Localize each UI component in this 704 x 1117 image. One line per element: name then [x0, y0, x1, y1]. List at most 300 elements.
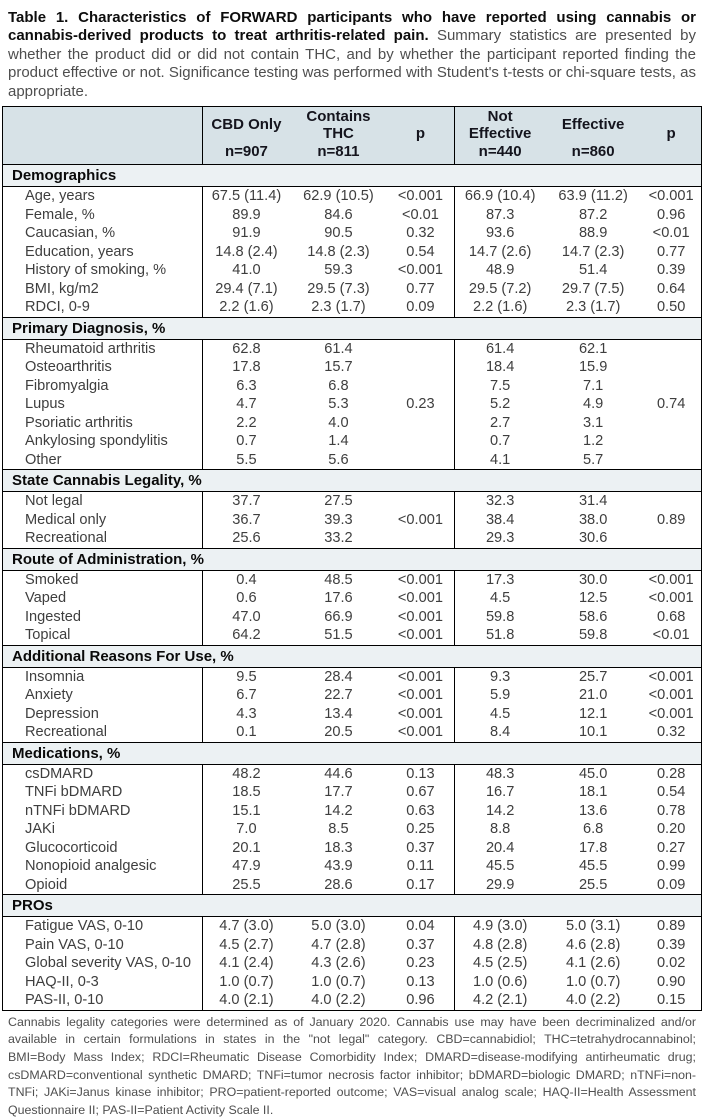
row-label: Depression [3, 705, 203, 724]
cell-value [387, 414, 455, 433]
table-row [3, 358, 702, 377]
row-label: Fatigue VAS, 0-10 [3, 917, 203, 936]
cell-value: 0.89 [656, 918, 686, 935]
table-row [3, 511, 702, 530]
table-row [3, 206, 702, 225]
row-label: Opioid [3, 876, 203, 895]
section-title: Primary Diagnosis, % [12, 319, 166, 337]
cell-value: 33.2 [324, 530, 353, 547]
section-header-row [3, 645, 702, 667]
cell-value: 5.0 (3.1) [565, 918, 621, 935]
table-row [3, 529, 702, 548]
cell-value: 62.8 [232, 340, 261, 357]
table-row [3, 626, 702, 645]
table-row [3, 705, 702, 724]
cell-value: 67.5 (11.4) [211, 188, 282, 205]
cell-value: 0.77 [387, 280, 455, 299]
row-label: Education, years [3, 243, 203, 262]
cell-value: 4.9 [583, 396, 604, 413]
row-label: Recreational [3, 529, 203, 548]
cell-value: 4.7 (3.0) [219, 918, 274, 935]
cell-value: 90.5 [324, 225, 353, 242]
cell-value: 39.3 [324, 511, 353, 528]
cell-value: 0.1 [236, 724, 257, 741]
cell-value: 3.1 [583, 414, 604, 431]
col-header-label: p [415, 124, 425, 142]
cell-value: 15.1 [232, 802, 261, 819]
cell-value: 25.6 [232, 530, 261, 547]
cell-value: 1.4 [328, 433, 349, 450]
col-header-n: n=860 [571, 143, 615, 161]
cell-value: 18.4 [485, 359, 515, 376]
cell-value: 37.7 [232, 493, 261, 510]
table-row [3, 876, 702, 895]
cell-value: 48.2 [232, 765, 261, 782]
cell-value: 0.11 [387, 857, 455, 876]
cell-value: 0.96 [656, 206, 686, 223]
cell-value: 51.5 [324, 627, 353, 644]
cell-value: 0.90 [656, 973, 686, 990]
cell-value: 9.5 [236, 668, 257, 685]
section-header-row [3, 548, 702, 570]
cell-value: 0.68 [656, 608, 686, 625]
cell-value: 8.5 [328, 821, 349, 838]
cell-value: 89.9 [232, 206, 261, 223]
row-label: Caucasian, % [3, 224, 203, 243]
cell-value: 2.2 (1.6) [219, 299, 274, 316]
cell-value: 6.8 [583, 821, 604, 838]
row-label: Female, % [3, 206, 203, 225]
row-label: Recreational [3, 723, 203, 742]
cell-value: 0.28 [656, 765, 686, 782]
table-body [3, 165, 702, 1011]
row-label: Psoriatic arthritis [3, 414, 203, 433]
cell-value: <0.001 [648, 687, 694, 704]
cell-value: 0.13 [387, 764, 455, 783]
row-label: TNFi bDMARD [3, 783, 203, 802]
cell-value: 27.5 [324, 493, 353, 510]
section-title: State Cannabis Legality, % [12, 472, 202, 490]
table-row [3, 451, 702, 470]
col-header-n [387, 161, 455, 164]
cell-value: 25.5 [578, 876, 608, 893]
table-row [3, 608, 702, 627]
cell-value: 87.3 [485, 206, 515, 223]
cell-value: 0.74 [656, 396, 686, 413]
table-row [3, 395, 702, 414]
cell-value: 38.4 [485, 511, 515, 528]
cell-value: 17.6 [324, 590, 353, 607]
cell-value: 7.5 [489, 377, 511, 394]
cell-value: 5.2 [489, 396, 511, 413]
cell-value: 4.1 (2.6) [565, 955, 621, 972]
cell-value: 8.4 [489, 724, 511, 741]
table-row [3, 802, 702, 821]
col-header-label: Not Effective [468, 107, 532, 142]
cell-value: 14.7 (2.3) [561, 243, 625, 260]
cell-value [641, 339, 701, 358]
row-label: Topical [3, 626, 203, 645]
row-label: Ingested [3, 608, 203, 627]
cell-value: 29.5 (7.2) [468, 280, 532, 297]
row-label: Not legal [3, 492, 203, 511]
cell-value: 16.7 [485, 784, 515, 801]
cell-value: 0.7 [236, 433, 257, 450]
section-title: Additional Reasons For Use, % [12, 647, 234, 665]
cell-value: 17.8 [232, 359, 261, 376]
cell-value: 20.1 [232, 839, 261, 856]
cell-value: <0.001 [387, 187, 455, 206]
cell-value: 25.5 [232, 876, 261, 893]
cell-value: 61.4 [324, 340, 353, 357]
cell-value: 17.8 [578, 839, 608, 856]
row-label: Other [3, 451, 203, 470]
cell-value [641, 492, 701, 511]
table-row [3, 492, 702, 511]
cell-value [641, 358, 701, 377]
cell-value: 4.5 [489, 705, 511, 722]
cell-value: 63.9 (11.2) [558, 188, 628, 205]
cell-value: 66.9 (10.4) [464, 188, 536, 205]
cell-value: 28.4 [324, 668, 353, 685]
table-row [3, 589, 702, 608]
cell-value: <0.001 [387, 261, 455, 280]
cell-value: 0.7 [489, 433, 511, 450]
cell-value: <0.001 [648, 590, 694, 607]
cell-value: 47.9 [232, 858, 261, 875]
cell-value: 32.3 [485, 493, 515, 510]
table-row [3, 298, 702, 317]
col-header-n: n=907 [224, 143, 268, 161]
col-header-label: p [666, 124, 676, 142]
table-row [3, 991, 702, 1010]
cell-value [387, 529, 455, 548]
cell-value: 47.0 [232, 608, 261, 625]
row-label: Insomnia [3, 667, 203, 686]
cell-value: 0.32 [387, 224, 455, 243]
cell-value: 0.09 [656, 876, 686, 893]
row-label: JAKi [3, 820, 203, 839]
col-header-n: n=440 [478, 143, 522, 161]
cell-value: <0.001 [648, 188, 694, 205]
table-row [3, 187, 702, 206]
cell-value: 48.3 [485, 765, 515, 782]
cell-value [387, 432, 455, 451]
col-header-contains-thc [290, 107, 386, 165]
row-label: Nonopioid analgesic [3, 857, 203, 876]
cell-value: 59.3 [324, 262, 353, 279]
table-row [3, 224, 702, 243]
cell-value: 5.7 [583, 451, 604, 468]
table-row [3, 936, 702, 955]
cell-value: 22.7 [324, 687, 353, 704]
table-row [3, 432, 702, 451]
cell-value: 5.5 [236, 451, 257, 468]
cell-value: 30.6 [578, 530, 608, 547]
cell-value: 0.50 [656, 299, 686, 316]
table-row [3, 686, 702, 705]
cell-value: 25.7 [578, 668, 608, 685]
cell-value: 0.32 [656, 724, 686, 741]
section-title: PROs [12, 897, 53, 915]
row-label: BMI, kg/m2 [3, 280, 203, 299]
table-row [3, 280, 702, 299]
cell-value: 43.9 [324, 858, 353, 875]
cell-value: 13.6 [578, 802, 608, 819]
cell-value: 17.7 [324, 784, 353, 801]
cell-value: 20.5 [324, 724, 353, 741]
cell-value: 7.1 [583, 377, 604, 394]
table-header [3, 107, 702, 165]
row-label: RDCI, 0-9 [3, 298, 203, 317]
cell-value: 45.0 [578, 765, 608, 782]
cell-value: 5.3 [328, 396, 349, 413]
table-row [3, 339, 702, 358]
cell-value: 0.63 [387, 802, 455, 821]
cell-value: 4.0 (2.2) [565, 992, 621, 1009]
cell-value: 5.0 (3.0) [311, 918, 366, 935]
cell-value: 8.8 [489, 821, 511, 838]
cell-value: <0.01 [652, 225, 690, 242]
section-header-row [3, 317, 702, 339]
cell-value: 0.20 [656, 821, 686, 838]
col-header-label: Effective [561, 116, 625, 134]
cell-value: 0.89 [656, 511, 686, 528]
cell-value: 4.6 (2.8) [565, 936, 621, 953]
cell-value: 28.6 [324, 876, 353, 893]
cell-value: 41.0 [232, 262, 261, 279]
cell-value: 59.8 [578, 627, 608, 644]
table-row [3, 261, 702, 280]
caption-description: Summary statistics are presented by whether the product did or did not contain THC, and by whether the participant reported finding the product effective or not. Significance testing was performed with Student's t-tests or chi-square tests, as appropriate. [8, 27, 696, 100]
col-header-label: Contains THC [306, 107, 371, 142]
cell-value: 1.0 (0.7) [565, 973, 621, 990]
col-header-cbd-only [202, 107, 290, 165]
cell-value: 2.3 (1.7) [311, 299, 366, 316]
cell-value: 45.5 [485, 858, 515, 875]
cell-value: 9.3 [489, 668, 511, 685]
row-label: PAS-II, 0-10 [3, 991, 203, 1010]
cell-value: 38.0 [578, 511, 608, 528]
cell-value: 1.0 (0.7) [311, 973, 366, 990]
row-label: Medical only [3, 511, 203, 530]
cell-value: 18.3 [324, 839, 353, 856]
cell-value: 51.8 [485, 627, 515, 644]
cell-value: 12.1 [578, 705, 608, 722]
cell-value: 0.64 [656, 280, 686, 297]
cell-value: 1.0 (0.7) [219, 973, 274, 990]
cell-value: <0.001 [387, 667, 455, 686]
cell-value: 12.5 [578, 590, 608, 607]
cell-value: 2.2 [236, 414, 257, 431]
cell-value: 64.2 [232, 627, 261, 644]
cell-value: 1.2 [583, 433, 604, 450]
cell-value: 18.5 [232, 784, 261, 801]
cell-value: 7.0 [236, 821, 257, 838]
row-label: Vaped [3, 589, 203, 608]
cell-value: 5.6 [328, 451, 349, 468]
cell-value [641, 377, 701, 396]
cell-value: 4.9 (3.0) [472, 918, 528, 935]
cell-value: 14.8 (2.4) [215, 243, 278, 260]
cell-value: 0.02 [656, 955, 686, 972]
cell-value: 4.0 (2.2) [311, 992, 366, 1009]
cell-value: <0.001 [648, 668, 694, 685]
cell-value: 91.9 [232, 225, 261, 242]
row-label: Ankylosing spondylitis [3, 432, 203, 451]
cell-value: 21.0 [578, 687, 608, 704]
col-header-effective [545, 107, 641, 165]
cell-value: 4.5 [489, 590, 511, 607]
cell-value: 1.0 (0.6) [472, 973, 528, 990]
cell-value: 5.9 [489, 687, 511, 704]
row-label: Age, years [3, 187, 203, 206]
section-header-row [3, 742, 702, 764]
section-header-row [3, 470, 702, 492]
cell-value: 66.9 [324, 608, 353, 625]
section-header-row [3, 895, 702, 917]
cell-value: 17.3 [485, 571, 515, 588]
cell-value: 29.3 [485, 530, 515, 547]
cell-value: 6.8 [328, 377, 349, 394]
col-header-not-effective [455, 107, 545, 165]
cell-value: <0.001 [648, 705, 694, 722]
cell-value: <0.001 [387, 705, 455, 724]
cell-value: 14.8 (2.3) [307, 243, 370, 260]
cell-value: <0.001 [387, 626, 455, 645]
row-label: nTNFi bDMARD [3, 802, 203, 821]
table-row [3, 973, 702, 992]
table-row [3, 377, 702, 396]
row-label: Lupus [3, 395, 203, 414]
col-header-p1 [387, 107, 455, 165]
cell-value: 0.39 [656, 262, 686, 279]
cell-value: 0.37 [387, 936, 455, 955]
cell-value: 0.54 [387, 243, 455, 262]
section-title: Route of Administration, % [12, 550, 204, 568]
cell-value: 0.99 [656, 858, 686, 875]
table-row [3, 414, 702, 433]
cell-value: 36.7 [232, 511, 261, 528]
row-label: csDMARD [3, 764, 203, 783]
col-header-rowlabels [3, 107, 203, 165]
cell-value [387, 492, 455, 511]
row-label: Anxiety [3, 686, 203, 705]
row-label: Glucocorticoid [3, 839, 203, 858]
cell-value: <0.001 [387, 589, 455, 608]
cell-value: 4.1 [489, 451, 511, 468]
table-row [3, 917, 702, 936]
cell-value: 0.15 [656, 992, 686, 1009]
cell-value: 20.4 [485, 839, 515, 856]
cell-value: 0.96 [387, 991, 455, 1010]
cell-value: 0.23 [387, 395, 455, 414]
cell-value: 4.2 (2.1) [472, 992, 528, 1009]
cell-value: <0.01 [652, 627, 690, 644]
table-row [3, 570, 702, 589]
cell-value: 0.78 [656, 802, 686, 819]
cell-value: 4.0 [328, 414, 349, 431]
cell-value: 48.5 [324, 571, 353, 588]
row-label: Osteoarthritis [3, 358, 203, 377]
cell-value: 6.7 [236, 687, 257, 704]
table-caption [0, 0, 704, 106]
cell-value: <0.01 [387, 206, 455, 225]
header-row [3, 107, 702, 165]
col-header-p2 [641, 107, 701, 165]
cell-value [641, 451, 701, 470]
cell-value [641, 414, 701, 433]
cell-value: 51.4 [578, 262, 608, 279]
caption-title: Table 1. Characteristics of FORWARD participants who have reported using cannabis or cannabis-derived products to treat arthritis-related pain. [8, 9, 696, 45]
cell-value [387, 339, 455, 358]
table-row [3, 764, 702, 783]
cell-value: 4.5 (2.7) [219, 936, 274, 953]
cell-value: 4.3 (2.6) [311, 955, 366, 972]
cell-value: 88.9 [578, 225, 608, 242]
cell-value: 0.6 [236, 590, 257, 607]
cell-value: <0.001 [648, 571, 694, 588]
cell-value: 0.39 [656, 936, 686, 953]
cell-value: 14.2 [324, 802, 353, 819]
row-label: Rheumatoid arthritis [3, 339, 203, 358]
cell-value: 4.0 (2.1) [219, 992, 274, 1009]
cell-value: 4.1 (2.4) [219, 955, 274, 972]
cell-value [641, 432, 701, 451]
cell-value: 0.04 [387, 917, 455, 936]
cell-value: 4.7 [236, 396, 257, 413]
table-row [3, 667, 702, 686]
cell-value: 14.2 [485, 802, 515, 819]
cell-value: 10.1 [578, 724, 608, 741]
table-row [3, 820, 702, 839]
cell-value: <0.001 [387, 511, 455, 530]
col-header-n: n=811 [317, 143, 360, 161]
cell-value: 29.9 [485, 876, 515, 893]
cell-value: 0.37 [387, 839, 455, 858]
cell-value: 48.9 [485, 262, 515, 279]
cell-value [641, 529, 701, 548]
col-header-label: CBD Only [211, 116, 282, 134]
cell-value: 0.23 [387, 954, 455, 973]
cell-value: <0.001 [387, 608, 455, 627]
cell-value: 2.3 (1.7) [565, 299, 621, 316]
cell-value: 0.27 [656, 839, 686, 856]
cell-value: 13.4 [324, 705, 353, 722]
row-label: Fibromyalgia [3, 377, 203, 396]
participant-characteristics-table [2, 106, 702, 1011]
cell-value: 0.13 [387, 973, 455, 992]
row-label: Smoked [3, 570, 203, 589]
cell-value: 15.7 [324, 359, 353, 376]
cell-value: <0.001 [387, 723, 455, 742]
col-header-n [641, 161, 701, 164]
cell-value: 0.4 [236, 571, 257, 588]
cell-value: 2.2 (1.6) [472, 299, 528, 316]
cell-value [387, 377, 455, 396]
cell-value: 93.6 [485, 225, 515, 242]
cell-value: 15.9 [578, 359, 608, 376]
cell-value: 2.7 [489, 414, 511, 431]
cell-value: 87.2 [578, 206, 608, 223]
cell-value: 6.3 [236, 377, 257, 394]
cell-value: 44.6 [324, 765, 353, 782]
table-row [3, 839, 702, 858]
table-footnote: Cannabis legality categories were determined as of January 2020. Cannabis use may have been decriminalized and/or available in certain formulations in states in the "not legal" category. CBD=cannabidiol; THC=tetrahydrocannabinol; BMI=Body Mass Index; RDCI=Rheumatic Disease Comorbidity Index; DMARD=disease-modifying antirheumatic drug; csDMARD=conventional synthetic DMARD; TNFi=tumor necrosis factor inhibitor; bDMARD=biologic DMARD; nTNFi=non-TNFi; JAKi=Janus kinase inhibitor; PRO=patient-reported outcome; VAS=visual analog scale; HAQ-II=Health Assessment Questionnaire II; PAS-II=Patient Activity Scale II. [8, 1014, 696, 1117]
section-title: Medications, % [12, 744, 121, 762]
cell-value: 0.25 [387, 820, 455, 839]
cell-value: 0.77 [656, 243, 686, 260]
